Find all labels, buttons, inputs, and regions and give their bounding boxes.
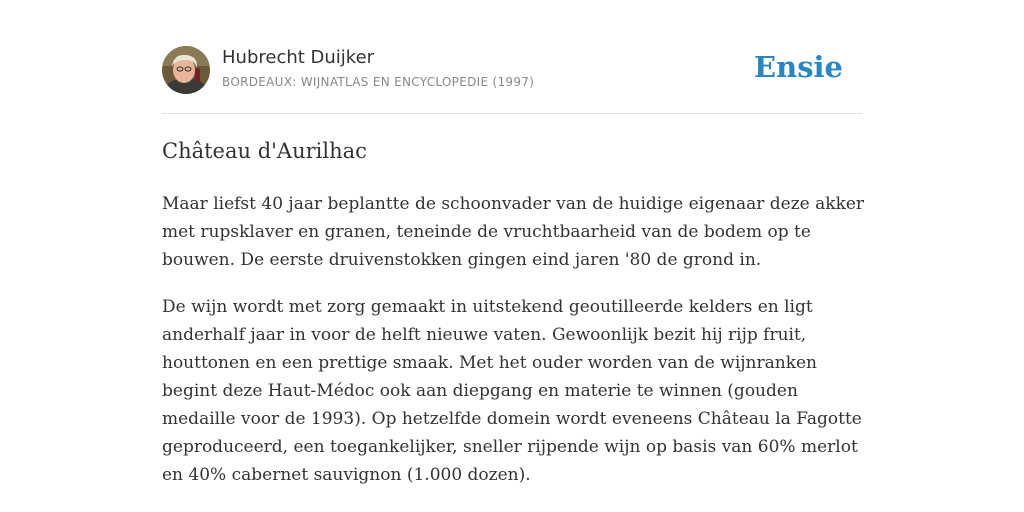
article-title: Château d'Aurilhac (162, 139, 367, 163)
article-paragraph: De wijn wordt met zorg gemaakt in uitstekend geoutilleerde kelders en ligt anderhalf jaar in voor de helft nieuwe vaten. Gewoonlijk bezit hij rijp fruit, houttonen en een prettige smaak. Met het ouder worden van de wijnranken begint deze Haut-Médoc ook aan diepgang en materie te winnen (gouden medaille voor de 1993). Op hetzelfde domein wordt eveneens Château la Fagotte geproduceerd, een toegankelijker, sneller rijpende wijn op basis van 60% merlot en 40% cabernet sauvignon (1.000 dozen). (162, 297, 862, 485)
header (162, 46, 862, 96)
author-avatar[interactable] (162, 46, 210, 94)
article-body (162, 190, 868, 508)
source-title[interactable]: BORDEAUX: WIJNATLAS EN ENCYCLOPEDIE (1997) (222, 75, 535, 89)
article-paragraph: Maar liefst 40 jaar beplantte de schoonvader van de huidige eigenaar deze akker met rupsklaver en granen, teneinde de vruchtbaarheid van de bodem op te bouwen. De eerste druivenstokken gingen eind jaren '80 de grond in. (162, 194, 865, 270)
header-divider (162, 113, 862, 114)
ensie-logo[interactable]: Ensie (754, 50, 843, 84)
author-portrait-icon (162, 46, 210, 94)
author-name[interactable]: Hubrecht Duijker (222, 47, 375, 68)
